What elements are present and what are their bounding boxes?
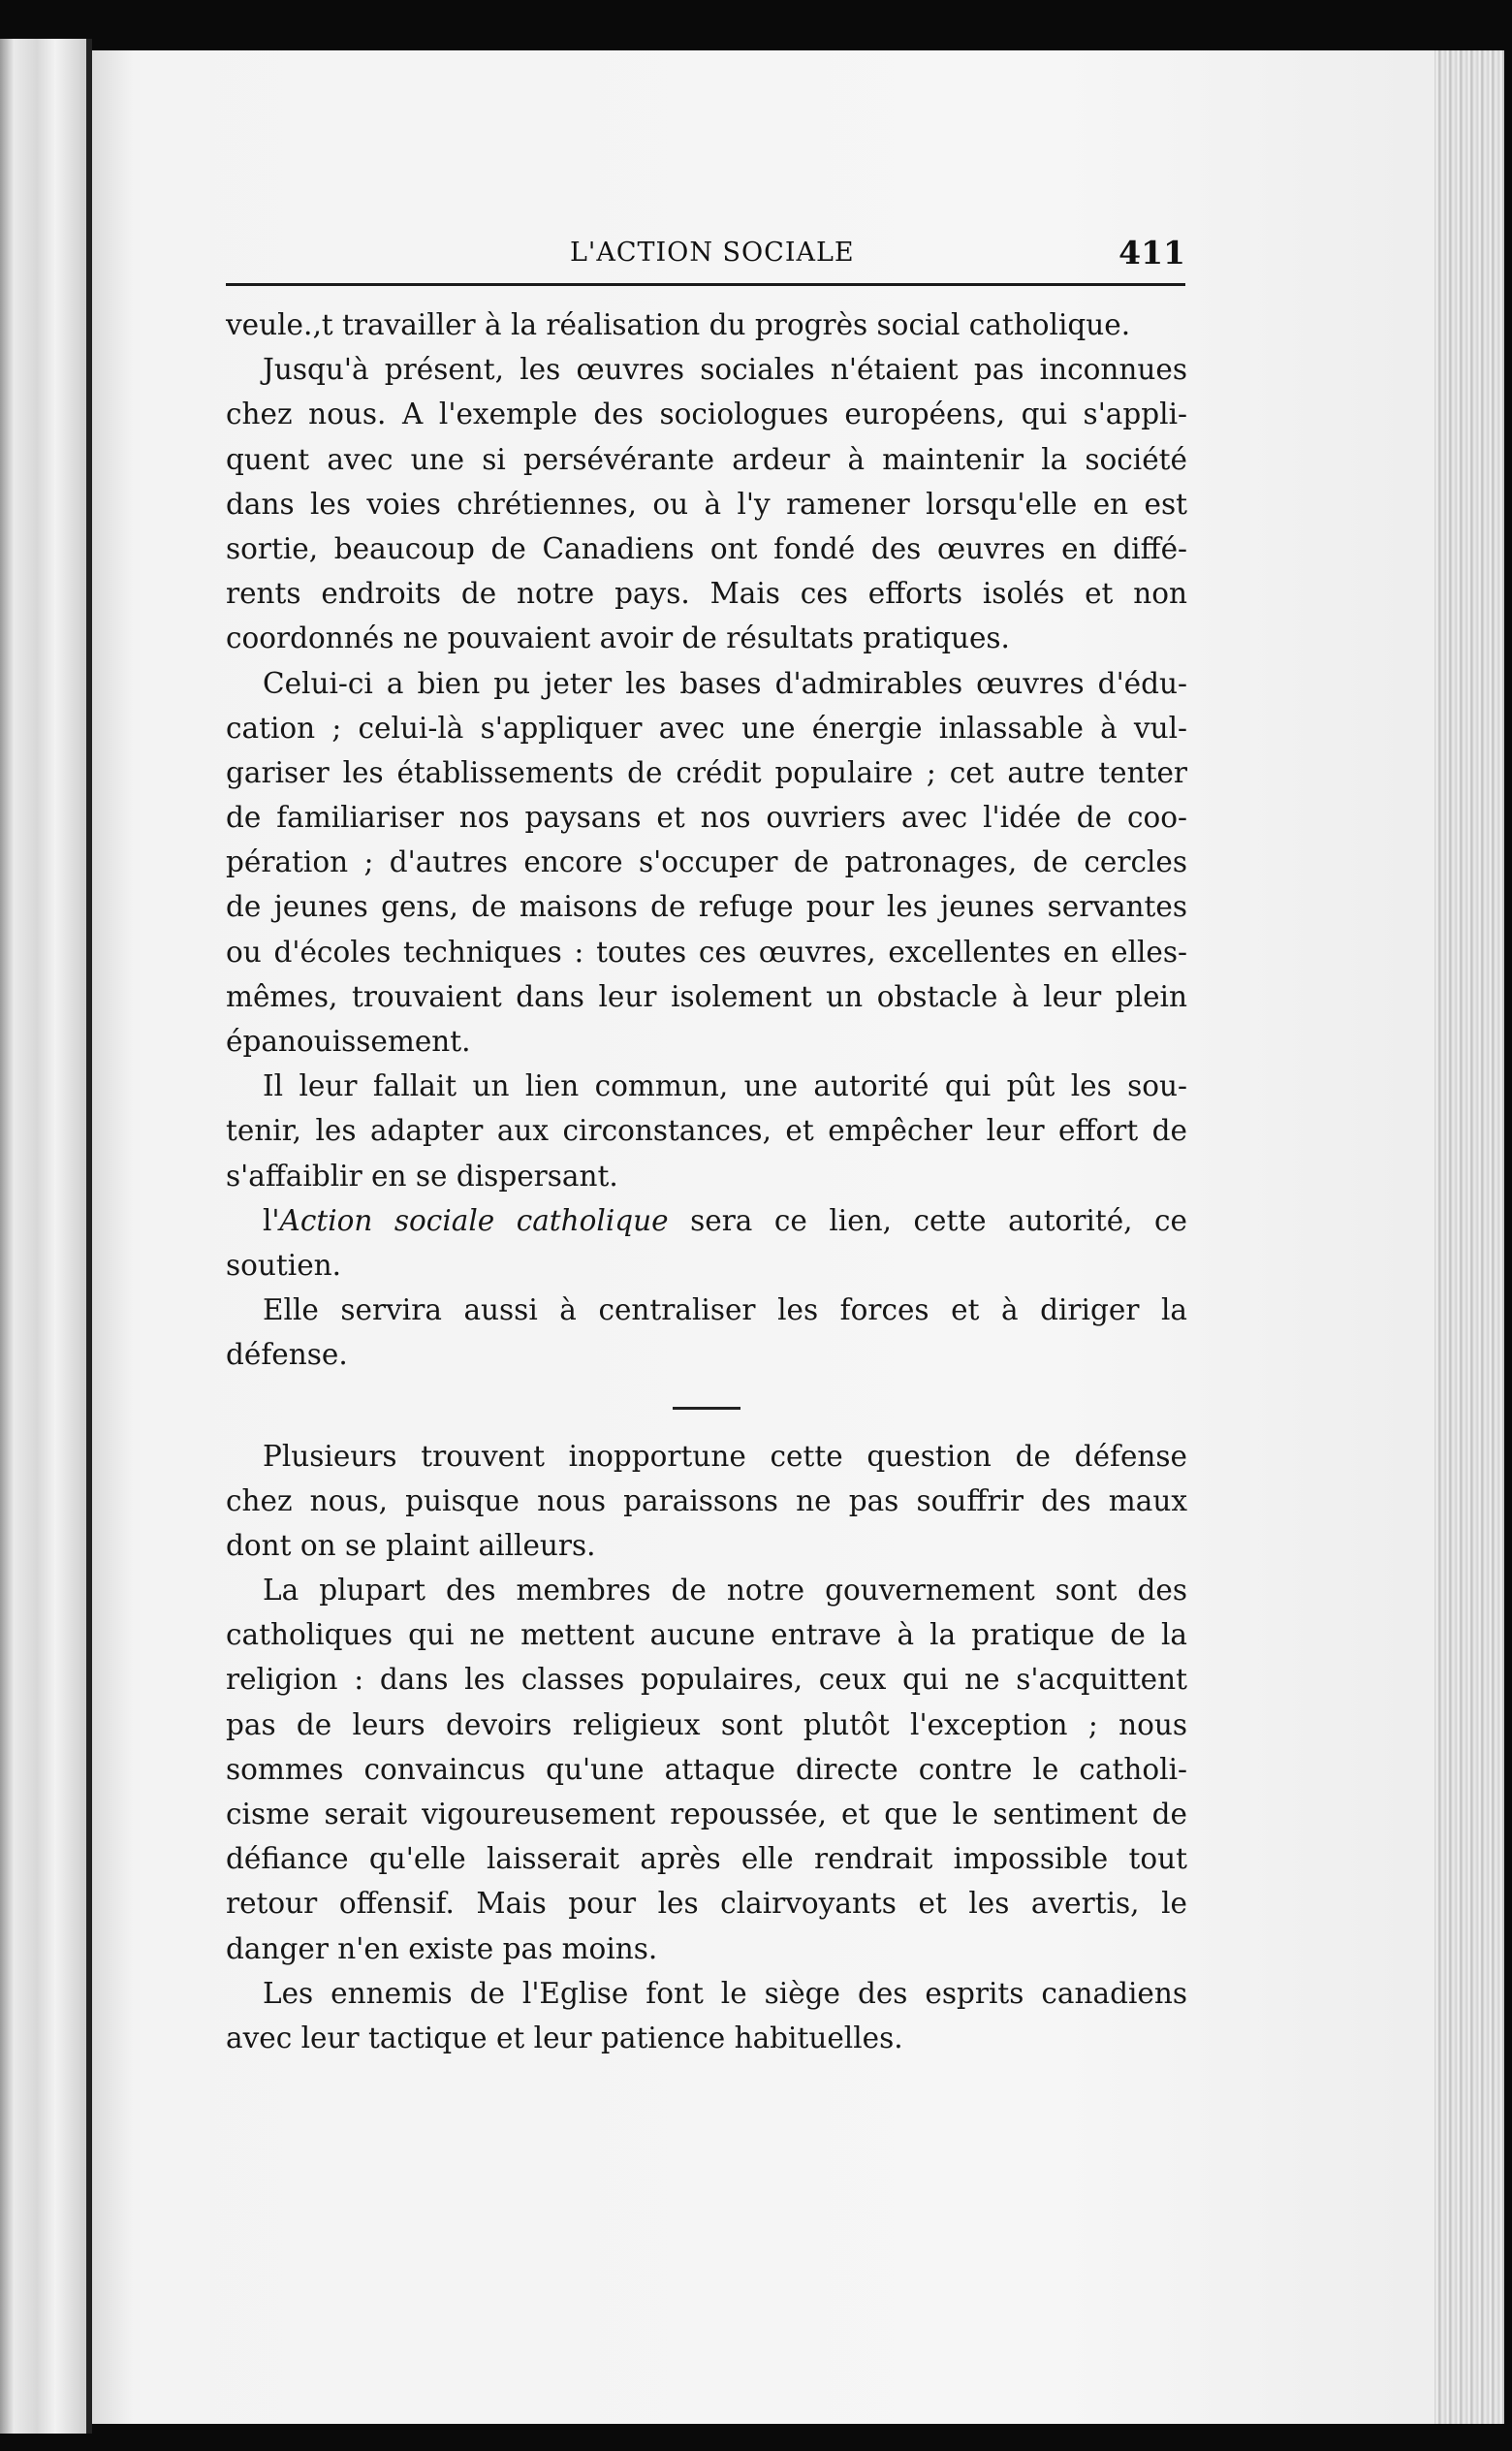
text-fragment: sera ce lien, cette autorité, ce (668, 1203, 1187, 1237)
text-line: religion : dans les classes populaires, ceux qui ne s'acquittent (226, 1663, 1187, 1697)
text-line: avec leur tactique et leur patience habituelles. (226, 2021, 903, 2054)
text-line: Elle servira aussi à centraliser les forces et à diriger la (263, 1293, 1187, 1327)
paragraph (226, 661, 1187, 1065)
text-line: coordonnés ne pouvaient avoir de résultats pratiques. (226, 621, 1010, 655)
text-line: Il leur fallait un lien commun, une autorité qui pût les sou- (263, 1069, 1187, 1103)
text-line: de familiariser nos paysans et nos ouvriers avec l'idée de coo- (226, 801, 1187, 835)
paragraph (226, 1971, 1187, 2060)
text-line: tenir, les adapter aux circonstances, et empêcher leur effort de (226, 1114, 1187, 1148)
text-line: La plupart des membres de notre gouvernement sont des (263, 1574, 1187, 1607)
text-fragment: l' (263, 1203, 280, 1237)
paragraph (226, 347, 1187, 660)
text-line: catholiques qui ne mettent aucune entrave à la pratique de la (226, 1618, 1187, 1652)
text-line: Celui-ci a bien pu jeter les bases d'admirables œuvres d'édu- (263, 666, 1187, 700)
text-line: chez nous, puisque nous paraissons ne pas souffrir des maux (226, 1483, 1187, 1517)
text-line: sommes convaincus qu'une attaque directe contre le catholi- (226, 1752, 1187, 1786)
text-line: Les ennemis de l'Eglise font le siège des esprits canadiens (263, 1976, 1187, 2010)
text-line: retour offensif. Mais pour les clairvoyants et les avertis, le (226, 1887, 1187, 1921)
body-text (226, 302, 1187, 2060)
paragraph-group-a (226, 302, 1187, 1198)
text-line: quent avec une si persévérante ardeur à maintenir la société (226, 442, 1187, 476)
page-edges (1434, 50, 1504, 2424)
paragraph (226, 1288, 1187, 1377)
paragraph-group-b (226, 1288, 1187, 1377)
text-line: Plusieurs trouvent inopportune cette question de défense (263, 1439, 1187, 1473)
text-line: soutien. (226, 1248, 342, 1282)
text-line: chez nous. A l'exemple des sociologues européens, qui s'appli- (226, 398, 1187, 431)
italic-title: Action sociale catholique (279, 1203, 669, 1237)
header-rule (226, 283, 1185, 286)
text-line: pération ; d'autres encore s'occuper de patronages, de cercles (226, 845, 1187, 879)
text-line: de jeunes gens, de maisons de refuge pour les jeunes servantes (226, 890, 1187, 924)
text-line: gariser les établissements de crédit populaire ; cet autre tenter (226, 755, 1187, 789)
paragraph (226, 1434, 1187, 1569)
text-line: cation ; celui-là s'appliquer avec une énergie inlassable à vul- (226, 711, 1187, 745)
text-line: défiance qu'elle laisserait après elle rendrait impossible tout (226, 1842, 1187, 1876)
paragraph (226, 302, 1187, 347)
text-line: dans les voies chrétiennes, ou à l'y ramener lorsqu'elle en est (226, 487, 1187, 521)
text-line: cisme serait vigoureusement repoussée, et que le sentiment de (226, 1798, 1187, 1830)
text-line: défense. (226, 1338, 348, 1372)
running-head: L'ACTION SOCIALE (570, 238, 855, 268)
text-line: dont on se plaint ailleurs. (226, 1528, 596, 1562)
text-line: veule.‚t travailler à la réalisation du progrès social catholique. (226, 308, 1131, 341)
text-line: s'affaiblir en se dispersant. (226, 1159, 618, 1193)
section-separator (673, 1407, 740, 1410)
text-line: rents endroits de notre pays. Mais ces efforts isolés et non (226, 577, 1187, 611)
page-header (226, 234, 1185, 286)
paragraph (226, 1568, 1187, 1971)
text-line: ou d'écoles techniques : toutes ces œuvres, excellentes en elles- (226, 935, 1187, 969)
text-line: mêmes, trouvaient dans leur isolement un obstacle à leur plein (226, 979, 1187, 1013)
text-line: épanouissement. (226, 1025, 471, 1058)
text-line: sortie, beaucoup de Canadiens ont fondé des œuvres en diffé- (226, 531, 1187, 565)
text-line (226, 1198, 1187, 1243)
page-number: 411 (1118, 234, 1185, 271)
paragraph-group-c (226, 1434, 1187, 2061)
italic-paragraph (226, 1198, 1187, 1288)
text-line: danger n'en existe pas moins. (226, 1931, 658, 1965)
text-line: pas de leurs devoirs religieux sont plutôt l'exception ; nous (226, 1707, 1187, 1741)
paragraph (226, 1064, 1187, 1198)
text-line: Jusqu'à présent, les œuvres sociales n'étaient pas inconnues (263, 353, 1187, 387)
left-page-stack (0, 39, 92, 2434)
